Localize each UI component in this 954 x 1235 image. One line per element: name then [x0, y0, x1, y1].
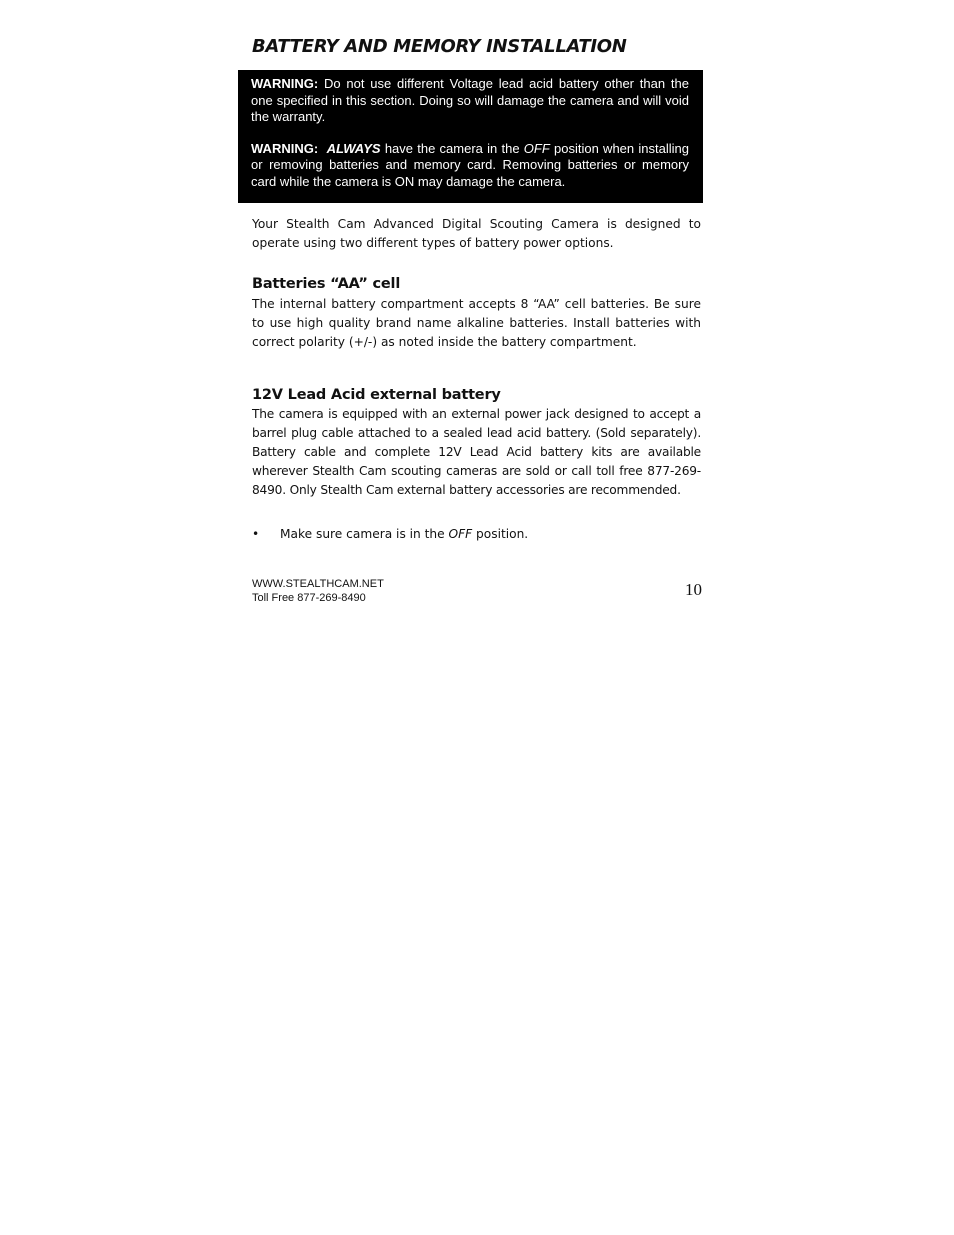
page-number: 10 — [685, 580, 702, 599]
warning-voltage — [251, 76, 689, 126]
warning-text: position when installing or removing batteries and memory card. Removing batteries or memory card while the camera is ON may damage the camera. — [251, 140, 689, 189]
bullet-text: Make sure camera is in the OFF position. — [280, 527, 529, 541]
intro-paragraph: Your Stealth Cam Advanced Digital Scouting Camera is designed to operate using two different types of battery power options. — [252, 217, 701, 250]
page-title: BATTERY AND MEMORY INSTALLATION — [252, 36, 627, 57]
footer — [252, 578, 384, 605]
warning-off-word: OFF — [523, 140, 550, 156]
section-heading-aa: Batteries “AA” cell — [252, 276, 401, 292]
footer-phone: Toll Free 877-269-8490 — [252, 591, 366, 604]
footer-website: WWW.STEALTHCAM.NET — [252, 578, 384, 590]
section-body-lead-acid: The camera is equipped with an external power jack designed to accept a barrel plug cable attached to a sealed lead acid battery. (Sold separately). Battery cable and complete 12V Lead Acid battery kits are available wherever Stealth Cam scouting cameras are sold or call toll free 877-269-8490. Only Stealth Cam external battery accessories are recommended. — [252, 407, 701, 497]
warning-label: WARNING: — [251, 140, 319, 156]
warning-text: Do not use different Voltage lead acid battery other than the one specified in this section. Doing so will damage the camera and will void the warranty. — [251, 76, 689, 124]
warning-power-off — [251, 141, 689, 191]
warning-text: have the camera in the — [384, 140, 520, 156]
bullet-icon: • — [252, 527, 260, 541]
warning-label: WARNING: — [251, 76, 319, 91]
warning-emphasis: ALWAYS — [326, 140, 381, 156]
section-heading-lead-acid: 12V Lead Acid external battery — [252, 387, 501, 403]
bullet-emphasis: OFF — [448, 527, 473, 541]
section-body-aa: The internal battery compartment accepts 8 “AA” cell batteries. Be sure to use high quality brand name alkaline batteries. Install batteries with correct polarity (+/-) as noted inside the battery compartment. — [252, 297, 701, 349]
warning-box — [238, 70, 703, 203]
